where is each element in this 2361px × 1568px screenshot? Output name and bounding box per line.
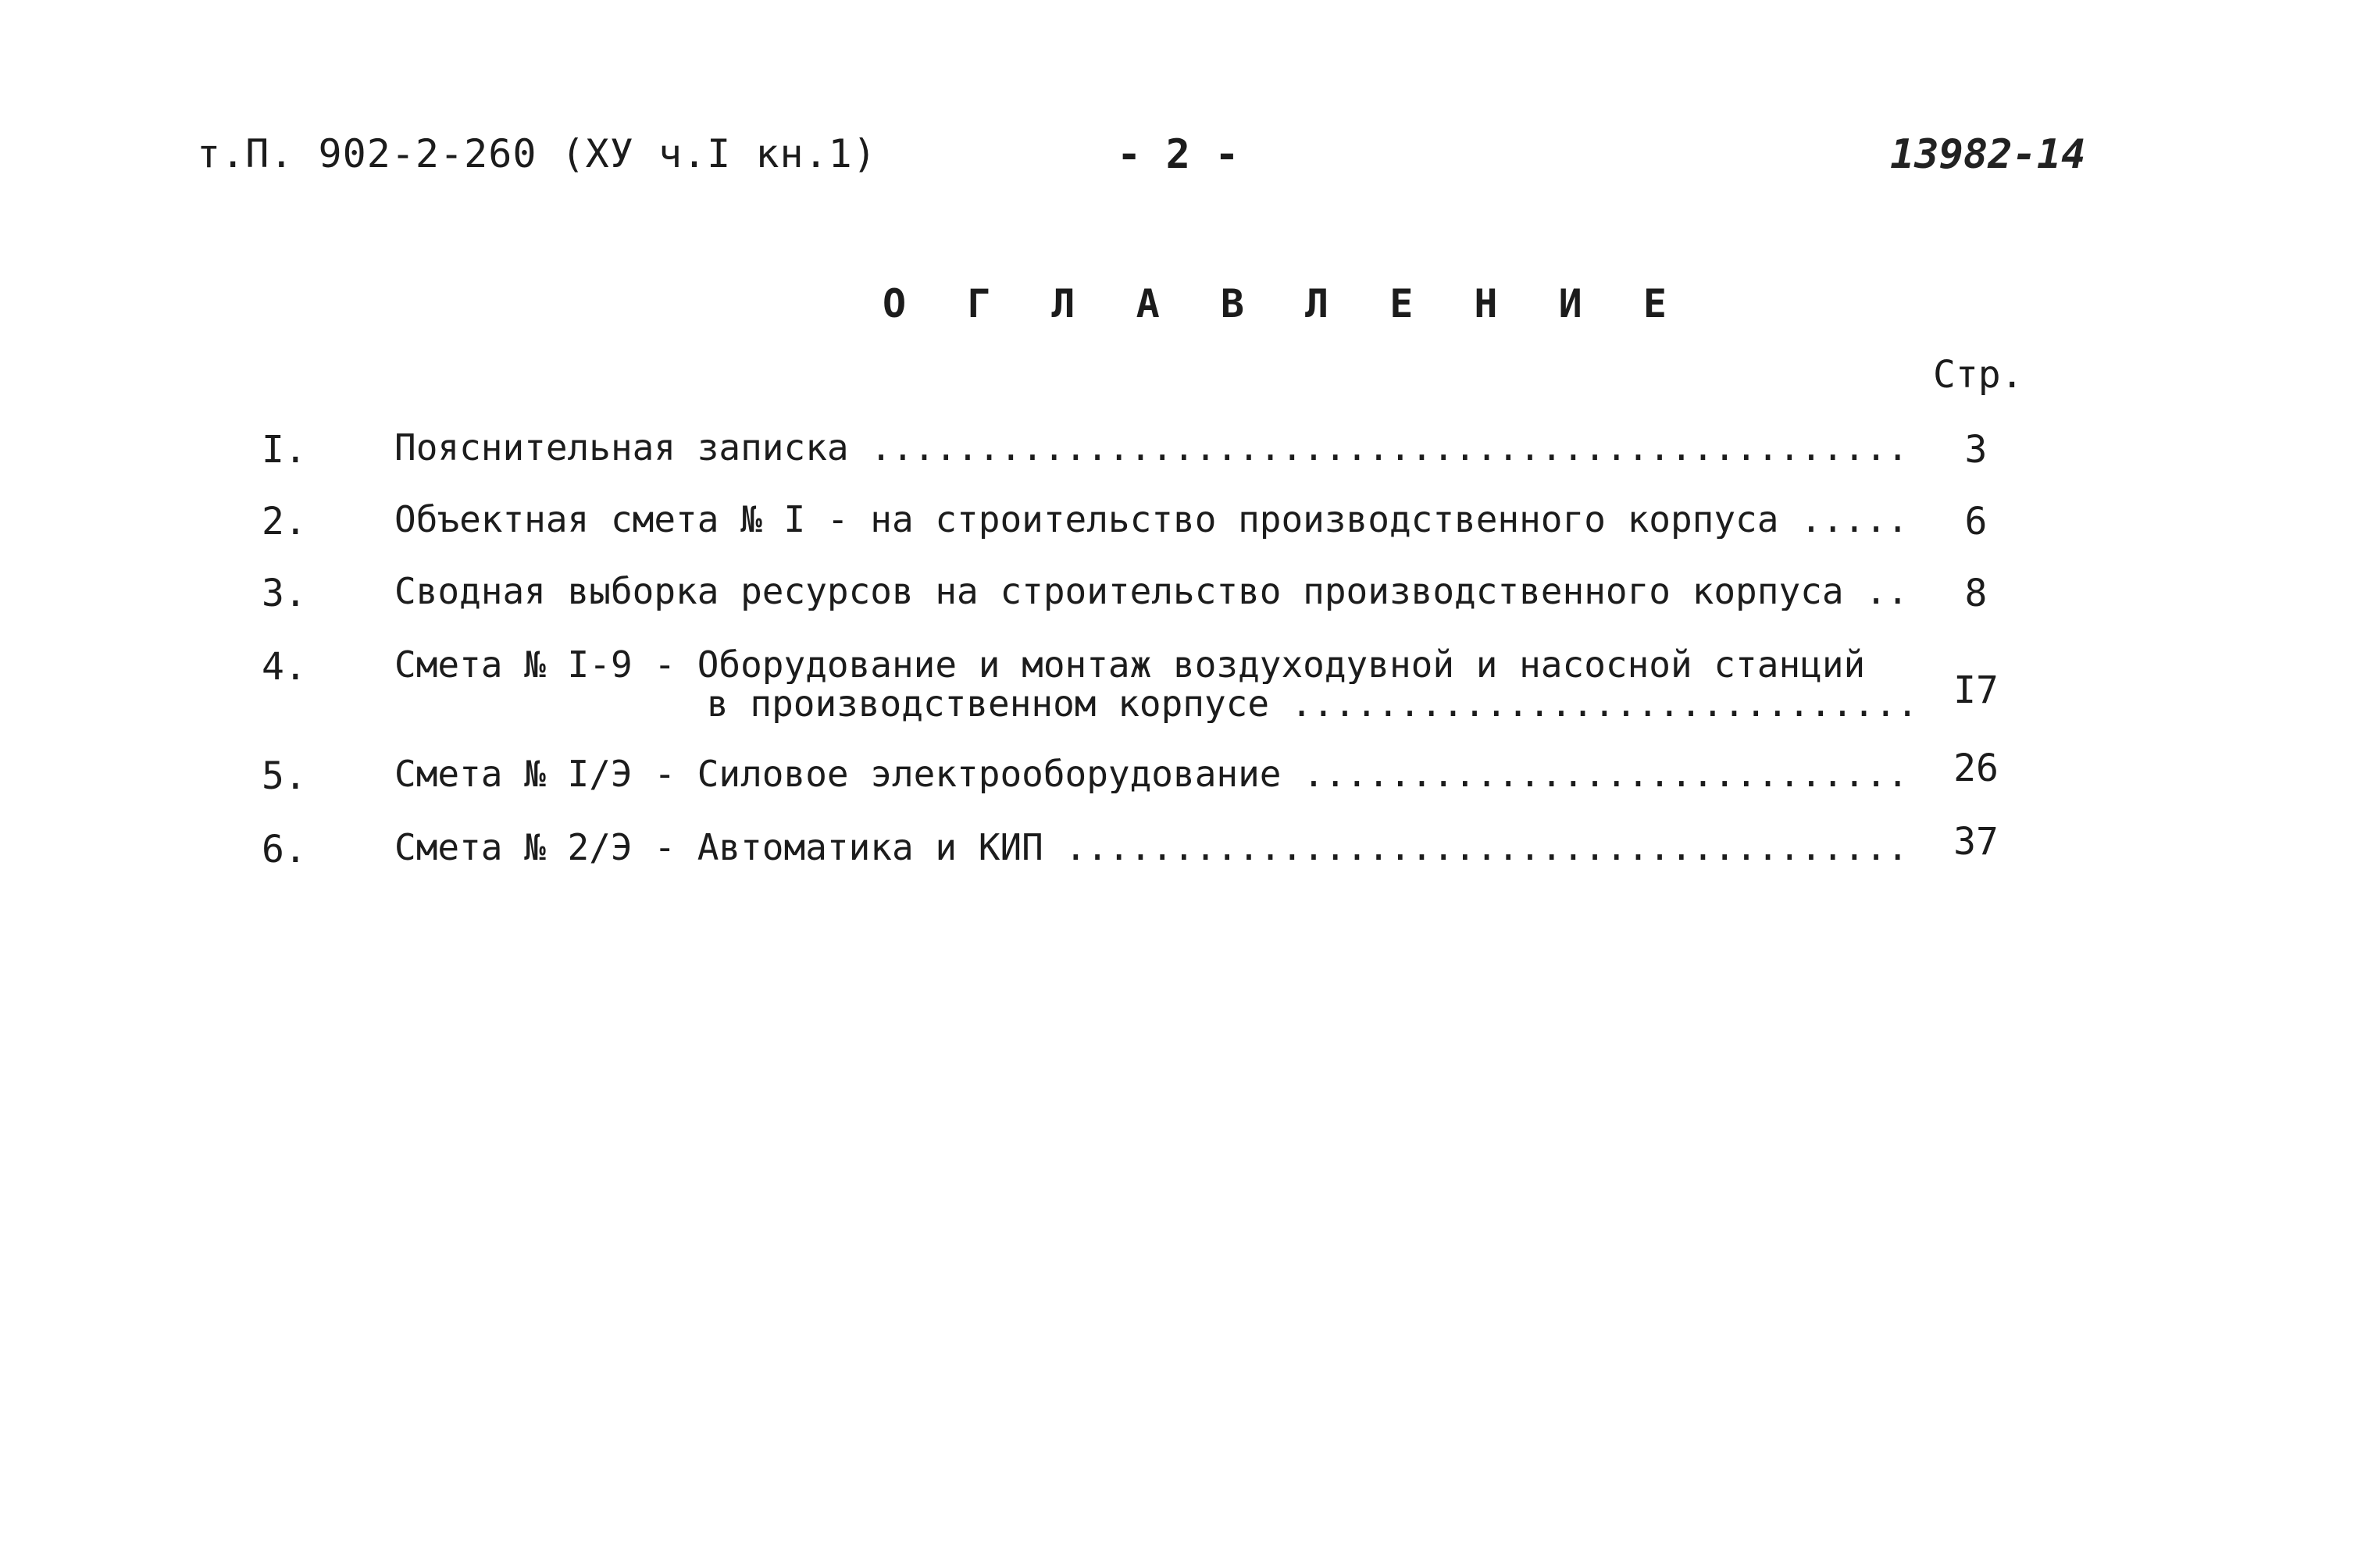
toc-entry-title-line: Смета № 2/Э - Автоматика и КИП ..... bbox=[394, 828, 1913, 867]
page-number: - 2 - bbox=[1117, 131, 1239, 178]
toc-entry bbox=[0, 747, 2361, 817]
toc-entry-title-line: Пояснительная записка ..... bbox=[394, 428, 1913, 467]
toc-entry-page: 6 bbox=[1964, 500, 1988, 543]
toc-entry-page: I7 bbox=[1953, 668, 1999, 712]
toc-entry-title bbox=[394, 828, 1913, 867]
toc-entry-title bbox=[394, 500, 1913, 539]
toc-entry-number: 6. bbox=[262, 828, 307, 871]
toc-entry bbox=[0, 572, 2361, 634]
inventory-number: 13982-14 bbox=[1890, 131, 2086, 178]
toc-title: О Г Л А В Л Е Н И Е bbox=[883, 281, 1685, 326]
document-code: т.П. 902-2-260 (ХУ ч.I кн.1) bbox=[197, 131, 877, 176]
page-column-label: Стр. bbox=[1933, 353, 2024, 397]
toc-entry-title bbox=[394, 645, 1913, 723]
toc-entry bbox=[0, 645, 2361, 731]
toc-entry-title bbox=[394, 428, 1913, 467]
toc-entry-number: 4. bbox=[262, 645, 307, 689]
toc-entry-title bbox=[394, 572, 1913, 611]
toc-entry-page: 26 bbox=[1953, 747, 1999, 790]
toc-entry-number: 3. bbox=[262, 572, 307, 615]
toc-entry-title-line: Сводная выборка ресурсов на строительство производственного корпуса ..... bbox=[394, 572, 1913, 611]
toc-entry-number: I. bbox=[262, 428, 307, 472]
toc-entry-title bbox=[394, 754, 1913, 793]
toc-entry-page: 37 bbox=[1953, 820, 1999, 864]
toc-entry-title-line: в производственном корпусе ..... bbox=[394, 684, 1913, 723]
toc-entry-number: 2. bbox=[262, 500, 307, 543]
toc-entry-title-line: Смета № I-9 - Оборудование и монтаж воздуходувной и насосной станций bbox=[394, 645, 1866, 684]
toc-entry bbox=[0, 820, 2361, 890]
toc-entry-title-line: Объектная смета № I - на строительство производственного корпуса ..... bbox=[394, 500, 1913, 539]
toc-entry-page: 3 bbox=[1964, 428, 1988, 472]
toc-entry-title-line: Смета № I/Э - Силовое электрооборудование ..... bbox=[394, 754, 1913, 793]
toc-entry bbox=[0, 428, 2361, 490]
toc-entry-page: 8 bbox=[1964, 572, 1988, 615]
toc-entry-number: 5. bbox=[262, 754, 307, 798]
toc-entry bbox=[0, 500, 2361, 562]
